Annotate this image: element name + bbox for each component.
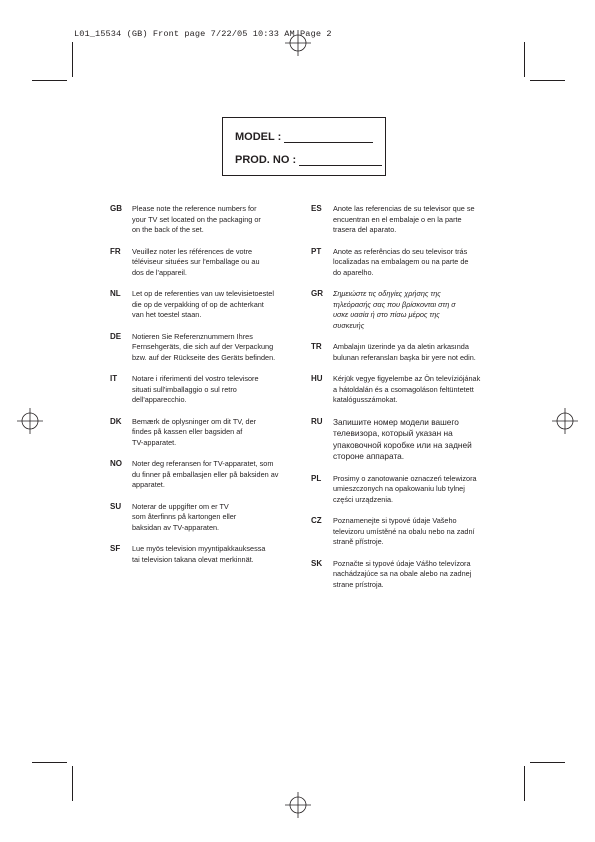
registration-mark-right-icon xyxy=(552,408,578,434)
entry-dk xyxy=(110,417,300,449)
lang-text: Notieren Sie Referenznummern Ihres Fernsehgeräts, die sich auf der Verpackung bzw. auf der Rückseite des Geräts befinden. xyxy=(132,331,276,362)
entry-de xyxy=(110,332,300,364)
lang-code: RU xyxy=(311,416,323,426)
entry-sk xyxy=(311,559,501,591)
model-number-box xyxy=(222,117,386,176)
lang-code: IT xyxy=(110,374,118,383)
lang-code: HU xyxy=(311,374,323,383)
lang-code: SF xyxy=(110,544,121,553)
prod-label: PROD. NO : xyxy=(235,154,297,166)
lang-code: NL xyxy=(110,289,121,298)
entry-ru xyxy=(311,417,501,463)
lang-code: TR xyxy=(311,342,322,351)
lang-code: ES xyxy=(311,204,322,213)
left-language-column xyxy=(110,204,300,565)
lang-text: Please note the reference numbers for your TV set located on the packaging or on the back of the set. xyxy=(132,204,261,234)
entry-it xyxy=(110,374,300,406)
crop-mark-bl-v xyxy=(72,766,73,801)
entry-fr xyxy=(110,247,300,279)
model-fill-line xyxy=(284,133,373,143)
prod-fill-line xyxy=(299,156,382,166)
lang-text: Kérjük vegye figyelembe az Ön televíziójának a hátoldalán és a csomagoláson feltüntetett katalógusszámokat. xyxy=(333,374,481,404)
lang-code: NO xyxy=(110,459,122,468)
lang-text: Poznačte si typové údaje Vášho televízora nachádzajúce sa na obale alebo na zadnej strane prístroja. xyxy=(333,558,472,589)
entry-cz xyxy=(311,516,501,548)
model-row xyxy=(235,131,373,143)
entry-gb xyxy=(110,204,300,236)
registration-mark-bottom-icon xyxy=(285,792,311,818)
entry-tr xyxy=(311,342,501,363)
entry-es xyxy=(311,204,501,236)
crop-mark-tl-h xyxy=(32,80,67,81)
entry-sf xyxy=(110,544,300,565)
crop-mark-br-h xyxy=(530,762,565,763)
entry-su xyxy=(110,502,300,534)
lang-text: Veuillez noter les références de votre téléviseur situées sur l'emballage ou au dos de l'appareil. xyxy=(132,246,260,277)
crop-mark-tl-v xyxy=(72,42,73,77)
registration-mark-top-icon xyxy=(285,30,311,56)
lang-text: Notare i riferimenti del vostro televisore situati sull'imballaggio o sul retro dell'apparecchio. xyxy=(132,374,259,404)
lang-text: Noter deg referansen for TV-apparatet, som du finner på emballasjen eller på baksiden av apparatet. xyxy=(132,459,279,489)
entry-pl xyxy=(311,474,501,506)
lang-text: Noterar de uppgifter om er TV som återfinns på kartongen eller baksidan av TV-apparaten. xyxy=(132,501,237,532)
slug-line: L01_15534 (GB) Front page 7/22/05 10:33 AM Page 2 xyxy=(74,29,332,39)
crop-mark-tr-h xyxy=(530,80,565,81)
lang-code: DE xyxy=(110,331,122,341)
lang-text: Ambalajın üzerinde ya da aletin arkasında bulunan referansları başka bir yere not edin. xyxy=(333,342,476,362)
entry-gr xyxy=(311,289,501,331)
lang-code: PL xyxy=(311,473,322,483)
crop-mark-br-v xyxy=(524,766,525,801)
entry-hu xyxy=(311,374,501,406)
prod-row xyxy=(235,154,382,166)
lang-code: SK xyxy=(311,558,323,568)
crop-mark-bl-h xyxy=(32,762,67,763)
lang-code: GB xyxy=(110,204,122,213)
lang-text: Prosimy o zanotowanie oznaczeń telewizora umieszczonych na opakowaniu lub tylnej części urządzenia. xyxy=(333,473,477,504)
entry-no xyxy=(110,459,300,491)
lang-text: Σημειώστε τις οδηγίες χρήσης της τηλεόρασής σας που βρίσκονται στη σ υσκε υασία ή στο πίσω μέρος της συσκευής xyxy=(333,289,456,330)
model-label: MODEL : xyxy=(235,131,282,143)
lang-code: GR xyxy=(311,289,323,298)
lang-code: FR xyxy=(110,246,121,256)
entry-nl xyxy=(110,289,300,321)
entry-pt xyxy=(311,247,501,279)
lang-text: Bemærk de oplysninger om dit TV, der findes på kassen eller bagsiden af TV-apparatet. xyxy=(132,416,257,447)
lang-code: CZ xyxy=(311,516,322,525)
lang-code: DK xyxy=(110,416,122,426)
crop-mark-tr-v xyxy=(524,42,525,77)
lang-text: Anote las referencias de su televisor que se encuentran en el embalaje o en la parte trasera del aparato. xyxy=(333,204,475,234)
lang-text: Lue myös television myyntipakkauksessa tai television takana olevat merkinnät. xyxy=(132,544,266,564)
right-language-column xyxy=(311,204,501,590)
lang-code: SU xyxy=(110,501,122,511)
lang-code: PT xyxy=(311,246,322,256)
lang-text: Запишите номер модели вашего телевизора, который указан на упаковочной коробке или на задней стороне аппарата. xyxy=(333,416,472,461)
lang-text: Anote as referências do seu televisor trás localizadas na embalagem ou na parte de do aparelho. xyxy=(333,246,469,277)
lang-text: Let op de referenties van uw televisietoestel die op de verpakking of op de achterkant van het toestel staan. xyxy=(132,289,274,319)
registration-mark-left-icon xyxy=(17,408,43,434)
lang-text: Poznamenejte si typové údaje Vašeho televizoru umístěné na obalu nebo na zadní straně přístroje. xyxy=(333,516,475,546)
